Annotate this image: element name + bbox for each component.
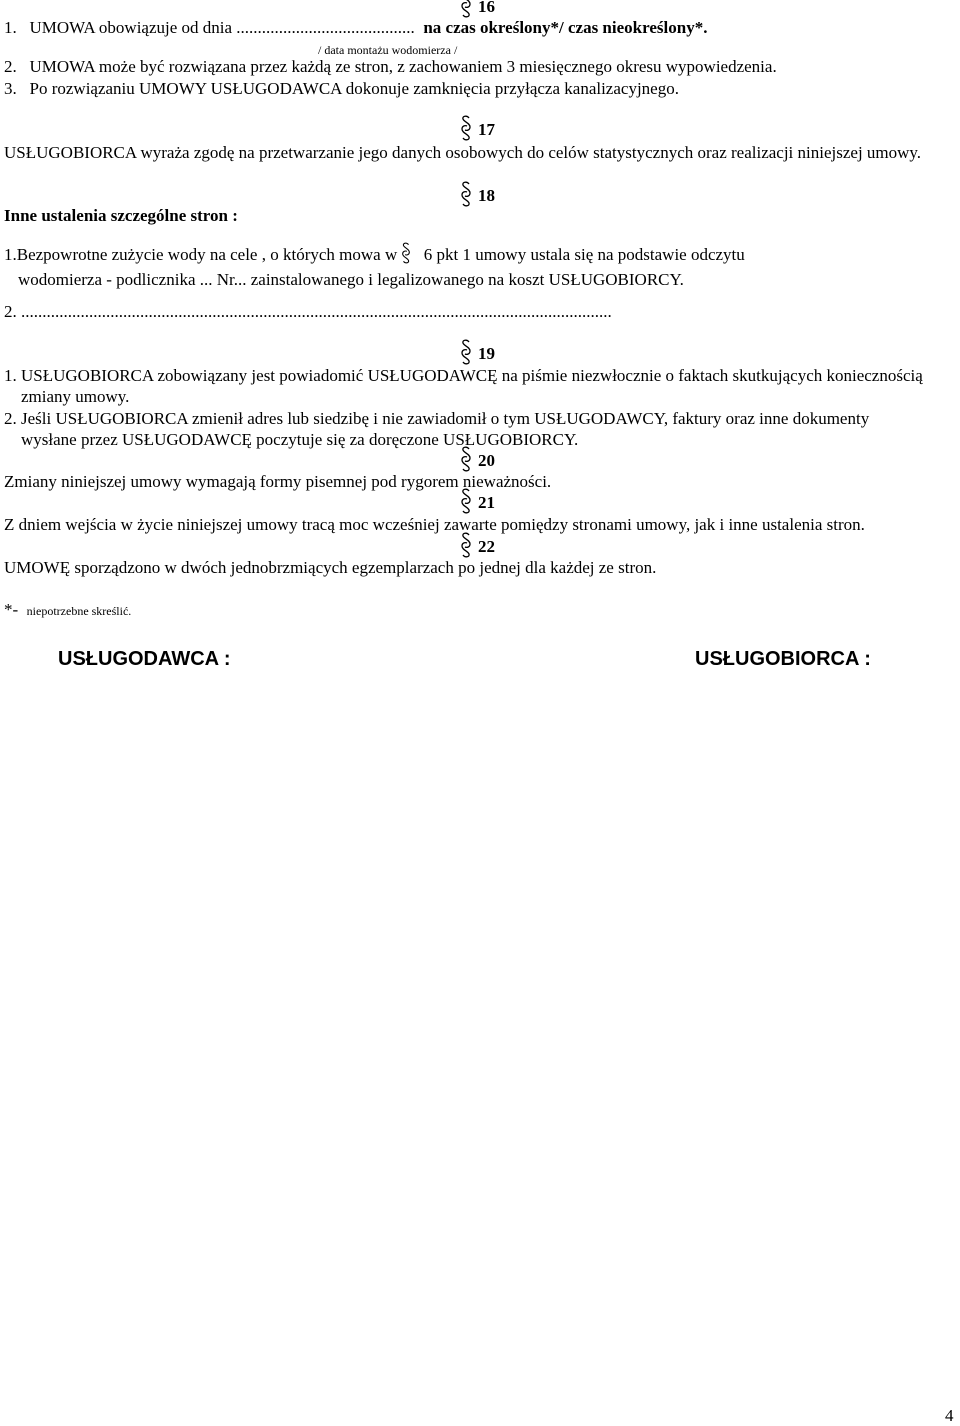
s18-line-2: wodomierza - podlicznika ... Nr... zainstalowanego i legalizowanego na koszt USŁUGOBIORCY. bbox=[18, 270, 684, 289]
s16-item-1-note: / data montażu wodomierza / bbox=[318, 43, 458, 57]
footnote-mark: *- bbox=[4, 600, 19, 619]
section-number: 18 bbox=[478, 186, 495, 205]
s18-heading-text: Inne ustalenia szczególne stron : bbox=[4, 206, 238, 225]
section-number: 17 bbox=[478, 120, 495, 139]
item-number: 3. bbox=[4, 79, 17, 98]
section-number: 20 bbox=[478, 451, 495, 470]
s16-item-2 bbox=[4, 57, 777, 77]
s19-item-2 bbox=[4, 408, 914, 450]
line-text: 1.Bezpowrotne zużycie wody na cele , o których mowa w bbox=[4, 245, 398, 264]
item-text: USŁUGOBIORCA zobowiązany jest powiadomić USŁUGODAWCĘ na piśmie niezwłocznie o faktach skutkujących koniecznością zmiany umowy. bbox=[21, 366, 923, 406]
section-sign-icon bbox=[460, 446, 472, 472]
item-number: 1. bbox=[4, 366, 17, 385]
footnote bbox=[4, 600, 131, 621]
s16-item-1 bbox=[4, 18, 707, 38]
signature-label-customer: USŁUGOBIORCA : bbox=[695, 648, 871, 670]
contract-term-options: na czas określony*/ czas nieokreślony*. bbox=[423, 18, 708, 37]
section-number: 22 bbox=[478, 537, 495, 556]
item-number: 1. bbox=[4, 18, 17, 37]
s21-text: Z dniem wejścia w życie niniejszej umowy tracą moc wcześniej zawarte pomiędzy stronami umowy, jak i inne ustalenia stron. bbox=[4, 515, 865, 534]
section-sign-icon bbox=[460, 181, 472, 207]
section-number: 16 bbox=[478, 0, 495, 16]
section-number: 19 bbox=[478, 344, 495, 363]
item-number: 2. bbox=[4, 57, 17, 76]
item-text: UMOWA obowiązuje od dnia .......................................... bbox=[29, 18, 415, 37]
section-sign-icon bbox=[460, 488, 472, 514]
section-19-heading bbox=[478, 344, 495, 364]
section-number: 21 bbox=[478, 493, 495, 512]
s18-line-1 bbox=[4, 238, 745, 265]
section-sign-icon bbox=[460, 339, 472, 365]
section-22-heading bbox=[478, 537, 495, 557]
section-sign-icon bbox=[460, 115, 472, 141]
item-text: Jeśli USŁUGOBIORCA zmienił adres lub siedzibę i nie zawiadomił o tym USŁUGODAWCY, faktury oraz inne dokumenty wysłane przez USŁUGODAWCĘ poczytuje się za doręczone USŁUGOBIORCY. bbox=[21, 409, 870, 449]
section-sign-icon bbox=[460, 532, 472, 558]
signature-label-provider: USŁUGODAWCA : bbox=[58, 648, 231, 670]
s16-item-3 bbox=[4, 79, 679, 99]
s19-item-1 bbox=[4, 365, 934, 407]
section-sign-icon bbox=[401, 242, 419, 269]
item-text: UMOWA może być rozwiązana przez każdą ze stron, z zachowaniem 3 miesięcznego okresu wypowiedzenia. bbox=[29, 57, 777, 76]
line-ref: 6 pkt 1 umowy ustala się na podstawie odczytu bbox=[423, 245, 745, 264]
section-sign-icon bbox=[460, 0, 472, 18]
section-16-heading bbox=[478, 0, 495, 17]
s22-text: UMOWĘ sporządzono w dwóch jednobrzmiących egzemplarzach po jednej dla każdej ze stron. bbox=[4, 558, 657, 577]
s20-text: Zmiany niniejszej umowy wymagają formy pisemnej pod rygorem nieważności. bbox=[4, 472, 552, 491]
item-number: 2. bbox=[4, 409, 17, 428]
section-17-heading bbox=[478, 120, 495, 140]
s17-text: USŁUGOBIORCA wyraża zgodę na przetwarzanie jego danych osobowych do celów statystycznych oraz realizacji niniejszej umowy. bbox=[4, 143, 922, 162]
item-text: Po rozwiązaniu UMOWY USŁUGODAWCA dokonuje zamknięcia przyłącza kanalizacyjnego. bbox=[29, 79, 679, 98]
section-18-heading bbox=[478, 186, 495, 206]
section-20-heading bbox=[478, 451, 495, 471]
section-21-heading bbox=[478, 493, 495, 513]
footnote-text: niepotrzebne skreślić. bbox=[26, 604, 132, 618]
s18-line-3: 2. ........................................................................................................................................... bbox=[4, 302, 612, 321]
page-number: 4 bbox=[945, 1406, 954, 1425]
